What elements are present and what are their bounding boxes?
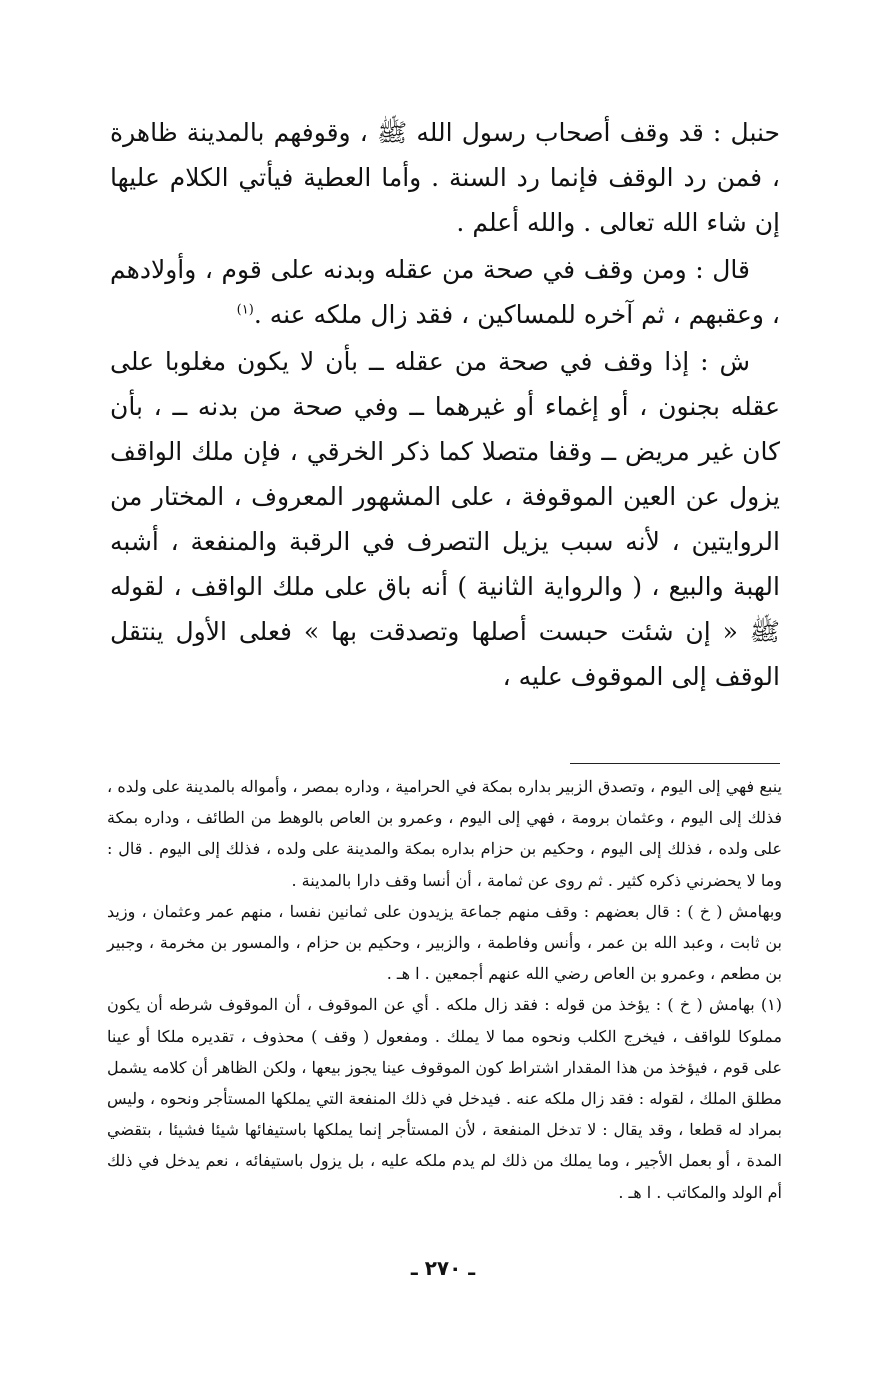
main-paragraph-1-text: حنبل : قد وقف أصحاب رسول الله ﷺ ، وقوفهم بالمدينة ظاهرة ، فمن رد الوقف فإنما رد السنة . وأما العطية فيأتي الكلام عليها إن شاء الله تعالى . والله أعلم . <box>110 118 780 237</box>
main-paragraph-3-text: ش : إذا وقف في صحة من عقله ــ بأن لا يكون مغلوبا على عقله بجنون ، أو إغماء أو غيرهما ــ وفي صحة من بدنه ــ ، بأن كان غير مريض ــ وقفا متصلا كما ذكر الخرقي ، فإن ملك الواقف يزول عن العين الموقوفة ، على المشهور المعروف ، المختار من الروايتين ، لأنه سبب يزيل التصرف في الرقبة والمنفعة ، أشبه الهبة والبيع ، ( والرواية الثانية ) أنه باق على ملك الواقف ، لقوله ﷺ « إن شئت حبست أصلها وتصدقت بها » فعلى الأول ينتقل الوقف إلى الموقوف عليه ، <box>110 347 780 691</box>
main-text-body <box>110 110 780 699</box>
main-paragraph-2-text: قال : ومن وقف في صحة من عقله وبدنه على قوم ، وأولادهم ، وعقبهم ، ثم آخره للمساكين ، فقد زال ملكه عنه . <box>110 255 780 329</box>
footnote-1: (١) بهامش ( خ ) : يؤخذ من قوله : فقد زال ملكه . أي عن الموقوف ، أن الموقوف شرطه أن يكون مملوكا للواقف ، فيخرج الكلب ونحوه مما لا يملك . ومفعول ( وقف ) محذوف ، تقديره ملكا أو عينا على قوم ، فيؤخذ من هذا المقدار اشتراط كون الموقوف عينا يجوز بيعها ، ولكن الظاهر أن كلامه يشمل مطلق الملك ، لقوله : فقد زال ملكه عنه . فيدخل في ذلك المنفعة التي يملكها المستأجر ونحوه ، وليس بمراد له قطعا ، وقد يقال : لا تدخل المنفعة ، لأن المستأجر إنما يملكها باستيفائها شيئا فشيئا ، بتقضي المدة ، أو بعمل الأجير ، وما يملك من ذلك لم يدم ملكه عليه ، بل يزول باستيفائه ، نعم يدخل في ذلك أم الولد والمكاتب . ا هـ . <box>107 995 783 1202</box>
page-number: ـ ٢٧٠ ـ <box>410 1256 476 1280</box>
footnote-reference: (١) <box>236 302 254 318</box>
footnote-continued: ينبع فهي إلى اليوم ، وتصدق الزبير بداره بمكة في الحرامية ، وداره بمصر ، وأمواله بالمدينة على ولده ، فذلك إلى اليوم ، وعثمان برومة ، فهي إلى اليوم ، وعمرو بن العاص بالوهط من الطائف ، وداره بمكة على ولده ، فذلك إلى اليوم ، وحكيم بن حزام بداره بمكة والمدينة على ولده ، فذلك إلى اليوم . قال : وما لا يحضرني ذكره كثير . ثم روى عن ثمامة ، أن أنسا وقف دارا بالمدينة . <box>107 777 782 890</box>
footnote-margin-note: وبهامش ( خ ) : قال بعضهم : وقف منهم جماعة يزيدون على ثمانين نفسا ، منهم عمر وعثمان ، وزيد بن ثابت ، وعبد الله بن عمر ، وأنس وفاطمة ، والزبير ، وحكيم بن حزام ، والمسور بن مخرمة ، وجبير بن مطعم ، وعمرو بن العاص رضي الله عنهم أجمعين . ا هـ . <box>107 901 782 984</box>
main-paragraph-3 <box>110 339 780 699</box>
footnotes-section <box>107 771 782 1208</box>
footnote-separator-rule <box>570 763 780 764</box>
main-paragraph-2 <box>110 247 780 337</box>
main-paragraph-1 <box>110 110 780 245</box>
